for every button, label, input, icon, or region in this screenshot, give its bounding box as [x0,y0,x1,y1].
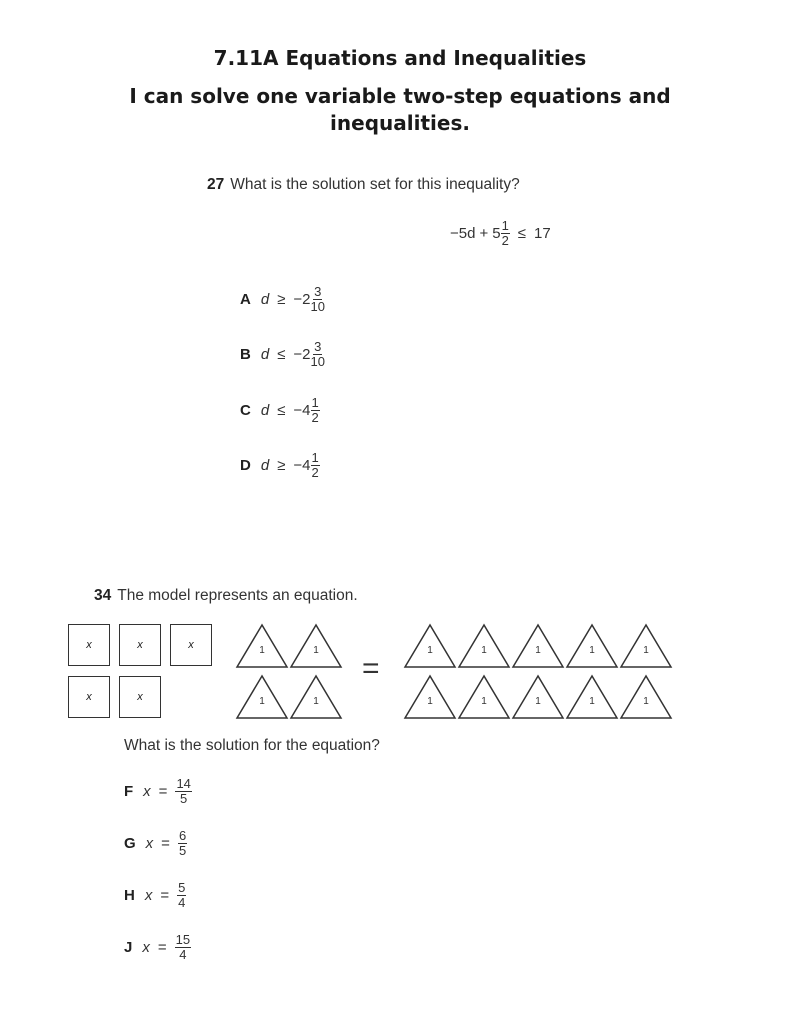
denominator: 5 [178,843,187,858]
denominator: 2 [501,233,509,248]
unit-triangle-label: 1 [259,645,265,656]
equals-sign: = [362,652,380,685]
objective-line-1: I can solve one variable two-step equations and [129,84,671,108]
relation-sign: ≤ [277,402,286,419]
fraction [177,882,186,909]
numerator: 3 [314,339,322,354]
numerator: 14 [176,776,191,791]
relation-sign: = [160,887,170,904]
x-tile: x [68,676,110,718]
x-tile: x [119,624,161,666]
fraction [175,778,191,805]
question-number: 34 [94,587,112,604]
fraction [175,934,191,961]
numerator: 3 [314,284,322,299]
choice-letter: B [240,346,251,363]
relation-sign: = [161,835,170,852]
unit-triangle-label: 1 [427,645,433,656]
numerator: 5 [178,880,186,895]
fraction [178,830,187,857]
unit-triangle-label: 1 [535,696,541,707]
unit-triangle-label: 1 [535,645,541,656]
denominator: 2 [311,465,319,480]
answer-choice-h[interactable] [124,882,186,909]
whole-number: 5 [492,225,501,242]
variable: d [260,291,270,308]
numerator: 6 [178,828,187,843]
variable: d [260,402,270,419]
variable: x [143,783,151,800]
answer-choice-g[interactable] [124,830,187,857]
whole-number: −2 [293,291,311,308]
choice-letter: D [240,457,251,474]
page-title: 7.11A Equations and Inequalities [213,46,587,70]
question-34-subprompt: What is the solution for the equation? [124,737,380,754]
whole-number: −4 [293,402,311,419]
answer-choice-f[interactable] [124,778,192,805]
unit-triangle-label: 1 [313,645,319,656]
whole-number: −2 [293,346,311,363]
relation-sign: ≤ [277,346,286,363]
unit-triangle-label: 1 [589,645,595,656]
unit-triangle-label: 1 [313,696,319,707]
denominator: 10 [310,299,325,314]
answer-choice-j[interactable] [124,934,191,961]
unit-triangle-label: 1 [427,696,433,707]
unit-triangle-label: 1 [481,645,487,656]
denominator: 2 [311,410,319,425]
plus-sign: + [479,225,489,242]
question-text: The model represents an equation. [117,587,358,604]
variable: x [144,887,153,904]
x-tile: x [170,624,212,666]
variable: d [260,346,270,363]
denominator: 10 [310,354,325,369]
choice-letter: J [124,939,133,956]
variable: d [260,457,270,474]
choice-letter: H [124,887,135,904]
lhs-term: −5d [450,225,476,242]
numerator: 1 [311,395,319,410]
unit-triangle-label: 1 [259,696,265,707]
rhs-value: 17 [534,225,551,242]
question-number: 27 [207,176,225,193]
x-tile: x [68,624,110,666]
x-tile: x [119,676,161,718]
choice-letter: C [240,402,251,419]
numerator: 1 [501,218,509,233]
variable: x [145,835,154,852]
unit-triangle-label: 1 [643,696,649,707]
choice-letter: G [124,835,136,852]
objective-line-2: inequalities. [330,111,470,135]
denominator: 5 [180,791,188,806]
variable: x [142,939,150,956]
relation-sign: ≤ [517,225,527,242]
unit-triangle-label: 1 [481,696,487,707]
unit-triangle-label: 1 [589,696,595,707]
whole-number: −4 [293,457,311,474]
numerator: 15 [175,932,191,947]
relation-sign: = [158,783,168,800]
choice-letter: F [124,783,134,800]
unit-triangle-label: 1 [643,645,649,656]
denominator: 4 [179,947,187,962]
relation-sign: = [157,939,167,956]
question-text: What is the solution set for this inequality? [230,176,520,193]
numerator: 1 [311,450,319,465]
relation-sign: ≥ [277,291,286,308]
relation-sign: ≥ [277,457,286,474]
denominator: 4 [178,895,186,910]
choice-letter: A [240,291,251,308]
